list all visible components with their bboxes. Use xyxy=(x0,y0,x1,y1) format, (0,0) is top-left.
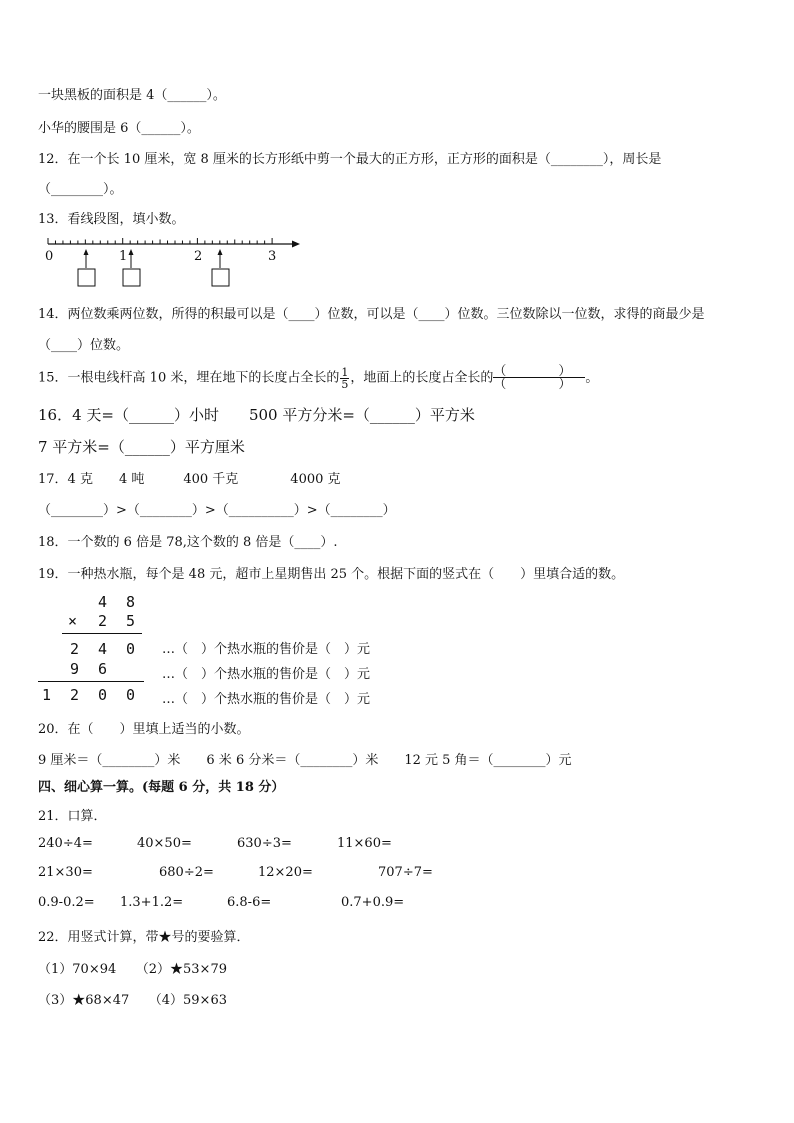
calc-digit: 1 xyxy=(42,686,52,704)
oral-calc-item: 21×30= xyxy=(38,865,93,880)
question-21: 21．口算． xyxy=(38,809,107,824)
answer-box-3[interactable] xyxy=(212,269,229,286)
oral-calc-item: 40×50= xyxy=(137,836,192,851)
oral-calc-item: 0.7+0.9= xyxy=(341,895,405,910)
oral-calc-item: 0.9-0.2= xyxy=(38,895,95,910)
multiply-sign: × xyxy=(68,612,78,630)
calc-divider xyxy=(38,681,144,682)
question-14-cont: （____）位数。 xyxy=(38,338,130,353)
calc-digit: 8 xyxy=(126,593,136,611)
fraction-blank[interactable] xyxy=(493,365,585,391)
text-line-blackboard: 一块黑板的面积是 4（______）。 xyxy=(38,88,226,103)
answer-box-1[interactable] xyxy=(78,269,95,286)
oral-calc-item: 11×60= xyxy=(337,836,392,851)
calc-divider xyxy=(62,633,142,634)
question-22-items-b: （3）★68×47 （4）59×63 xyxy=(38,993,227,1008)
calc-note: …（ ）个热水瓶的售价是（ ）元 xyxy=(162,642,371,657)
nl-label-3: 3 xyxy=(268,249,277,264)
question-17-order: （________）>（________）>（__________）>（________） xyxy=(38,503,396,518)
oral-calc-item: 6.8-6= xyxy=(227,895,272,910)
question-17: 17．4 克 4 吨 400 千克 4000 克 xyxy=(38,472,341,487)
question-16-cont: 7 平方米=（______）平方厘米 xyxy=(38,438,245,456)
calc-digit: 6 xyxy=(98,660,108,678)
calc-digit: 5 xyxy=(126,612,136,630)
question-13: 13．看线段图，填小数。 xyxy=(38,212,185,227)
nl-label-0: 0 xyxy=(45,249,54,264)
question-22-items-a: （1）70×94 （2）★53×79 xyxy=(38,962,227,977)
calc-digit: 2 xyxy=(98,612,108,630)
calc-note: …（ ）个热水瓶的售价是（ ）元 xyxy=(162,692,371,707)
nl-label-1: 1 xyxy=(119,249,128,264)
calc-digit: 4 xyxy=(98,640,108,658)
calc-note: …（ ）个热水瓶的售价是（ ）元 xyxy=(162,667,371,682)
q15-text-pre: 15．一根电线杆高 10 米，埋在地下的长度占全长的 xyxy=(38,370,340,386)
question-20-cont: 9 厘米＝（________）米 6 米 6 分米＝（________）米 12 元 5 角＝（________）元 xyxy=(38,753,572,768)
vertical-calculation xyxy=(38,590,458,710)
oral-calc-item: 240÷4= xyxy=(38,836,93,851)
question-19: 19．一种热水瓶，每个是 48 元，超市上星期售出 25 个。根据下面的竖式在（ ）里填合适的数。 xyxy=(38,567,625,582)
calc-digit: 9 xyxy=(70,660,80,678)
text-line-waist: 小华的腰围是 6（______）。 xyxy=(38,121,200,136)
question-16: 16．4 天=（______）小时 500 平方分米=（______）平方米 xyxy=(38,406,475,424)
calc-digit: 0 xyxy=(126,686,136,704)
fraction-denominator: 5 xyxy=(341,377,349,391)
q15-text-end: 。 xyxy=(585,370,599,386)
fraction-blank-den: （ ） xyxy=(493,377,572,392)
calc-digit: 2 xyxy=(70,640,80,658)
fraction-numerator: 1 xyxy=(341,365,349,379)
question-18: 18．一个数的 6 倍是 78,这个数的 8 倍是（____）. xyxy=(38,535,338,550)
oral-calc-item: 680÷2= xyxy=(159,865,214,880)
calc-digit: 4 xyxy=(98,593,108,611)
nl-label-2: 2 xyxy=(194,249,203,264)
question-12: 12．在一个长 10 厘米，宽 8 厘米的长方形纸中剪一个最大的正方形，正方形的面积是（________），周长是 xyxy=(38,152,662,167)
question-14: 14．两位数乘两位数，所得的积最可以是（____）位数，可以是（____）位数。三位数除以一位数，求得的商最少是 xyxy=(38,307,705,322)
calc-digit: 0 xyxy=(98,686,108,704)
question-12-cont: （________）。 xyxy=(38,182,123,197)
fraction-blank-num: （ ） xyxy=(493,364,572,379)
calc-digit: 0 xyxy=(126,640,136,658)
number-line xyxy=(38,230,308,292)
section-heading: 四、细心算一算。(每题 6 分，共 18 分） xyxy=(38,780,285,795)
answer-box-2[interactable] xyxy=(123,269,140,286)
calc-digit: 2 xyxy=(70,686,80,704)
oral-calc-grid xyxy=(38,836,458,916)
oral-calc-item: 12×20= xyxy=(258,865,313,880)
q15-text-mid: ，地面上的长度占全长的 xyxy=(350,370,494,386)
oral-calc-item: 707÷7= xyxy=(378,865,433,880)
question-22: 22．用竖式计算，带★号的要验算． xyxy=(38,930,250,945)
fraction-one-fifth xyxy=(340,367,349,390)
question-20: 20．在（ ）里填上适当的小数。 xyxy=(38,722,250,737)
oral-calc-item: 1.3+1.2= xyxy=(120,895,184,910)
oral-calc-item: 630÷3= xyxy=(237,836,292,851)
question-15 xyxy=(38,365,598,391)
